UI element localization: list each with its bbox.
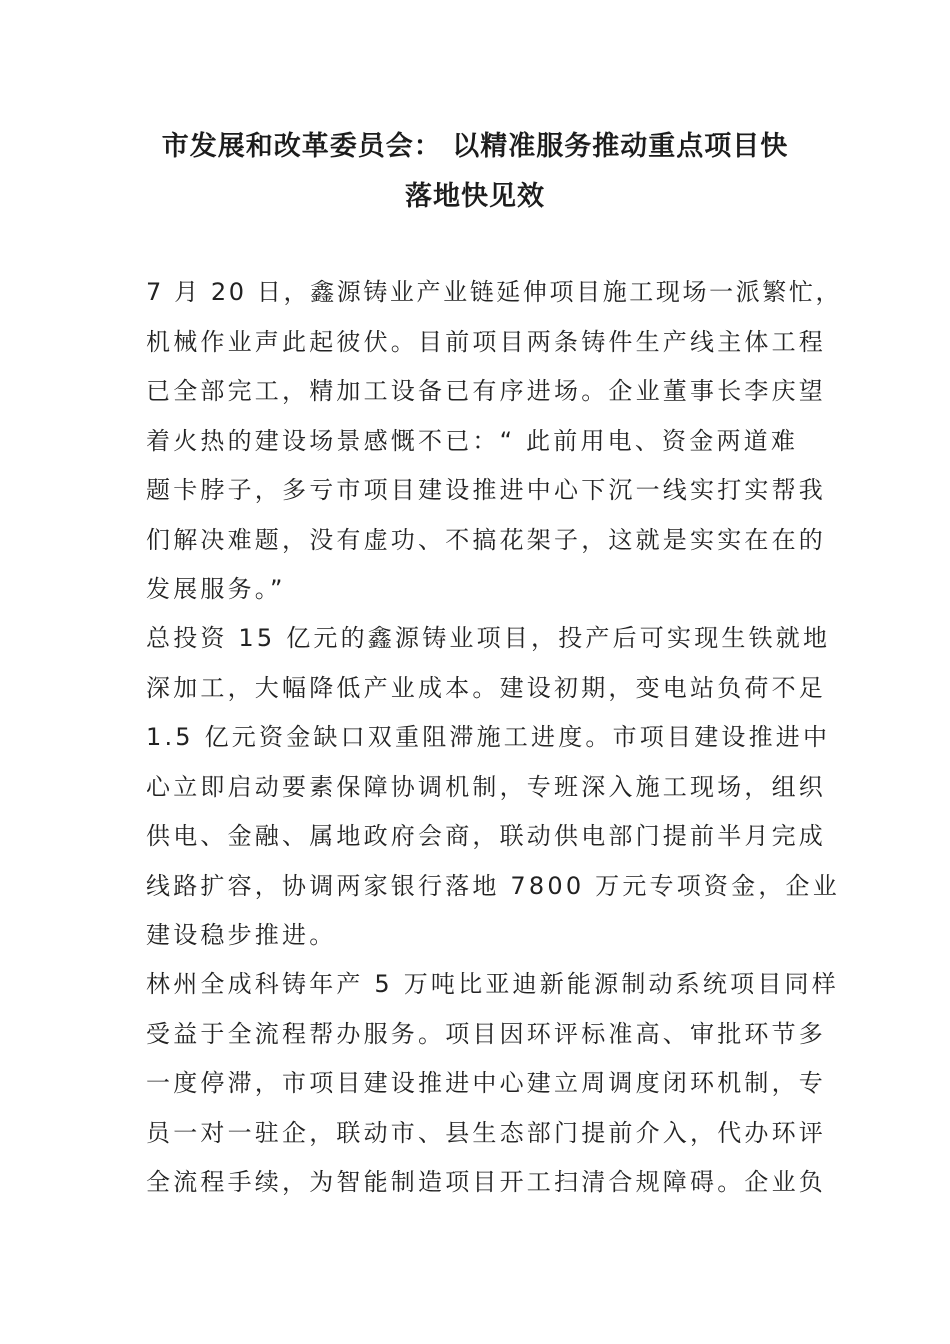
document-title-line-1: 市发展和改革委员会： 以精准服务推动重点项目快 — [161, 131, 789, 162]
paragraph-2 — [146, 614, 840, 961]
paragraph-line: 1.5 亿元资金缺口双重阻滞施工进度。市项目建设推进中 — [146, 723, 831, 751]
paragraph-line: 总投资 15 亿元的鑫源铸业项目，投产后可实现生铁就地 — [146, 624, 831, 652]
paragraph-3 — [146, 960, 839, 1208]
paragraph-line: 员一对一驻企，联动市、县生态部门提前介入，代办环评 — [146, 1118, 826, 1147]
paragraph-line: 题卡脖子，多亏市项目建设推进中心下沉一线实打实帮我 — [146, 476, 826, 504]
document-title-line-2: 落地快见效 — [405, 181, 545, 212]
paragraph-line: 机械作业声此起彼伏。目前项目两条铸件生产线主体工程 — [146, 327, 826, 356]
paragraph-line: 一度停滞，市项目建设推进中心建立周调度闭环机制，专 — [146, 1069, 826, 1097]
paragraph-line: 供电、金融、属地政府会商，联动供电部门提前半月完成 — [146, 822, 826, 850]
paragraph-1 — [146, 268, 843, 615]
paragraph-line: 们解决难题，没有虚功、不搞花架子，这就是实实在在的 — [146, 525, 826, 554]
paragraph-line: 林州全成科铸年产 5 万吨比亚迪新能源制动系统项目同样 — [146, 970, 839, 998]
paragraph-line: 着火热的建设场景感慨不已：“ 此前用电、资金两道难 — [146, 426, 799, 455]
paragraph-line: 7 月 20 日，鑫源铸业产业链延伸项目施工现场一派繁忙， — [146, 278, 843, 306]
paragraph-line: 线路扩容，协调两家银行落地 7800 万元专项资金，企业 — [146, 871, 840, 900]
paragraph-line: 全流程手续，为智能制造项目开工扫清合规障碍。企业负 — [146, 1168, 826, 1196]
paragraph-line: 深加工，大幅降低产业成本。建设初期，变电站负荷不足 — [146, 673, 826, 702]
paragraph-line: 心立即启动要素保障协调机制，专班深入施工现场，组织 — [146, 772, 826, 801]
paragraph-line: 建设稳步推进。 — [146, 921, 337, 949]
paragraph-line: 已全部完工，精加工设备已有序进场。企业董事长李庆望 — [146, 377, 826, 405]
paragraph-line: 受益于全流程帮办服务。项目因环评标准高、审批环节多 — [146, 1019, 826, 1048]
paragraph-line: 发展服务。” — [146, 575, 286, 603]
